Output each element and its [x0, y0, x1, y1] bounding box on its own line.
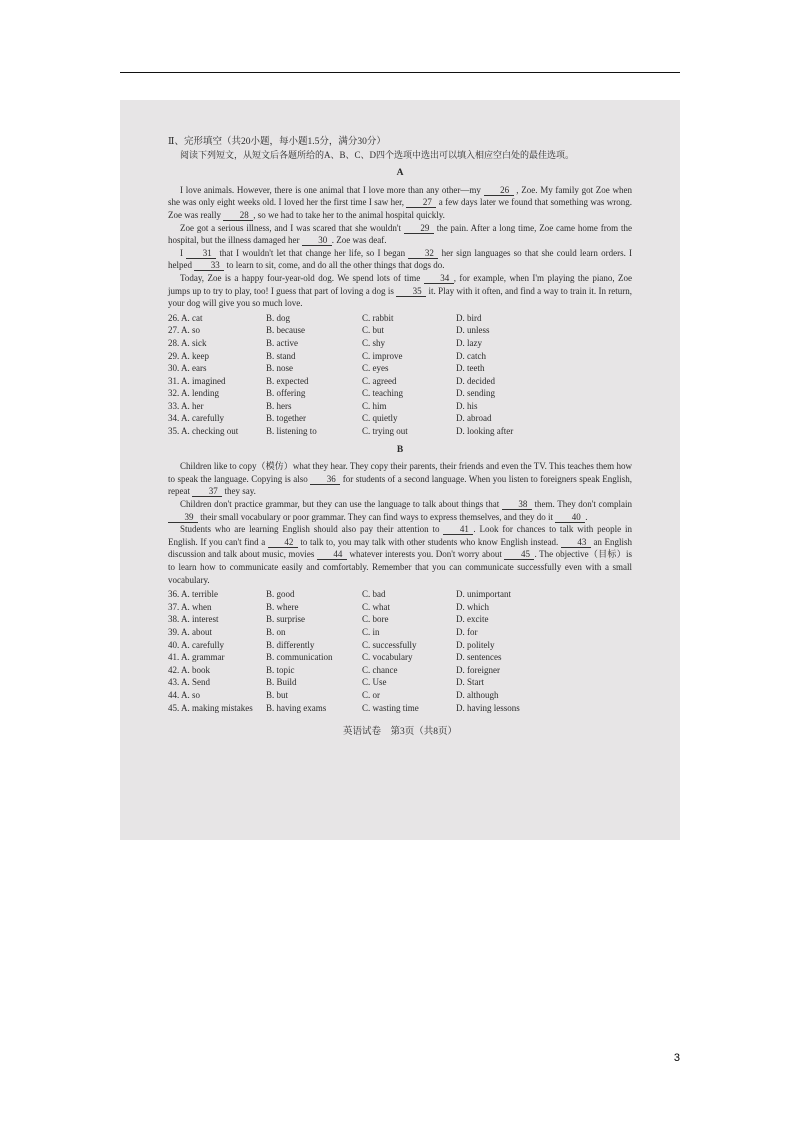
passage-b-label: B	[396, 444, 404, 455]
option-d: D. for	[456, 626, 478, 637]
passage-a-label: A	[396, 168, 404, 179]
option-b: B. together	[266, 413, 306, 424]
blank: 36	[310, 474, 340, 485]
option-b: B. but	[266, 689, 289, 700]
option-b: B. dog	[266, 312, 291, 323]
option-b: B. because	[266, 325, 305, 336]
option-b: B. communication	[266, 652, 333, 663]
scanned-exam-page	[120, 100, 680, 840]
blank: 26	[484, 185, 514, 196]
option-a: A. terrible	[181, 589, 218, 600]
option-a: A. carefully	[181, 639, 224, 650]
option-row	[168, 664, 552, 677]
option-row	[168, 412, 552, 425]
option-d: D. sentences	[456, 652, 502, 663]
question-number: 39.	[168, 626, 180, 637]
option-a: A. about	[181, 626, 213, 637]
question-number: 45.	[168, 702, 180, 713]
option-row	[168, 702, 552, 715]
header-rule	[120, 72, 680, 73]
section-title: Ⅱ、完形填空（共20小题，每小题1.5分，满分30分）	[168, 137, 386, 147]
question-number: 44.	[168, 689, 180, 700]
passage-a-paragraph: I 31 that I wouldn't let that change her life, so I began 32 her sign languages so that she could learn orders. I helped 33 to learn to sit, come, and do all the other things that dogs do.	[168, 247, 633, 271]
option-a: A. making mistakes	[181, 702, 253, 713]
question-number: 43.	[168, 677, 180, 688]
option-row	[168, 588, 552, 601]
question-number: 30.	[168, 363, 180, 374]
option-c: C. vocabulary	[362, 652, 413, 663]
option-row	[168, 689, 552, 702]
passage-a-paragraph: Today, Zoe is a happy four-year-old dog. We spend lots of time 34 , for example, when I'm playing the piano, Zoe jumps up to try to play, too! I guess that part of loving a dog is 35 it. Play with it often, and find a way to train it. In return, your dog will give you so much love.	[168, 272, 633, 309]
option-d: D. unless	[456, 325, 490, 336]
option-d: D. although	[456, 689, 499, 700]
option-c: C. shy	[362, 337, 386, 348]
option-c: C. bore	[362, 614, 389, 625]
option-b: B. good	[266, 589, 295, 600]
option-a: A. imagined	[181, 375, 226, 386]
blank: 32	[408, 248, 438, 259]
option-row	[168, 337, 552, 350]
option-row	[168, 312, 552, 325]
blank: 40	[555, 512, 585, 523]
option-row	[168, 362, 552, 375]
option-c: C. quietly	[362, 413, 398, 424]
option-a: A. sick	[181, 337, 207, 348]
option-d: D. unimportant	[456, 589, 511, 600]
question-number: 40.	[168, 639, 180, 650]
option-a: A. so	[181, 325, 201, 336]
options-table-b	[168, 588, 552, 714]
question-number: 41.	[168, 652, 180, 663]
option-row	[168, 626, 552, 639]
option-d: D. looking after	[456, 426, 514, 437]
blank: 30	[302, 235, 332, 246]
option-a: A. interest	[181, 614, 219, 625]
option-d: D. teeth	[456, 363, 485, 374]
question-number: 28.	[168, 337, 180, 348]
question-number: 35.	[168, 426, 180, 437]
option-b: B. active	[266, 337, 298, 348]
option-c: C. him	[362, 400, 387, 411]
option-d: D. which	[456, 601, 489, 612]
option-c: C. eyes	[362, 363, 389, 374]
blank: 45	[504, 549, 534, 560]
option-b: B. offering	[266, 388, 306, 399]
option-b: B. having exams	[266, 702, 327, 713]
option-b: B. differently	[266, 639, 315, 650]
question-number: 37.	[168, 601, 180, 612]
option-c: C. trying out	[362, 426, 408, 437]
option-c: C. agreed	[362, 375, 397, 386]
option-d: D. Start	[456, 677, 484, 688]
option-a: A. lending	[181, 388, 220, 399]
option-b: B. surprise	[266, 614, 305, 625]
option-row	[168, 676, 552, 689]
question-number: 27.	[168, 325, 180, 336]
passage-a-paragraph: I love animals. However, there is one animal that I love more than any other—my 26 , Zoe. My family got Zoe when she was only eight weeks old. I loved her the first time I saw her, 27 a few days later we found that something was wrong. Zoe was really 28 , so we had to take her to the animal hospital quickly.	[168, 184, 632, 220]
option-b: B. expected	[266, 375, 309, 386]
option-a: A. keep	[181, 350, 210, 361]
option-a: A. checking out	[181, 426, 239, 437]
option-a: A. book	[181, 664, 211, 675]
option-d: D. excite	[456, 614, 489, 625]
option-c: C. improve	[362, 350, 403, 361]
blank: 29	[404, 223, 434, 234]
option-d: D. abroad	[456, 413, 492, 424]
blank: 43	[561, 537, 591, 548]
option-d: D. foreigner	[456, 664, 500, 675]
blank: 44	[317, 549, 347, 560]
option-row	[168, 425, 552, 438]
blank: 34	[424, 273, 454, 284]
passage-b-paragraph: Children don't practice grammar, but they can use the language to talk about things that 38 them. They don't complain 39 their small vocabulary or poor grammar. They can find ways to express themselves, and they do it 40 .	[168, 498, 632, 523]
passage-b-paragraph: Children like to copy（模仿）what they hear. They copy their parents, their friends and even the TV. This teaches them how to speak the language. Copying is also 36 for students of a second language. When you listen to foreigners speak English, repeat 37 they say.	[168, 461, 632, 497]
question-number: 32.	[168, 388, 180, 399]
option-b: B. listening to	[266, 426, 317, 437]
option-a: A. carefully	[181, 413, 224, 424]
option-d: D. having lessons	[456, 702, 520, 713]
option-b: B. nose	[266, 363, 293, 374]
option-d: D. catch	[456, 350, 486, 361]
option-a: A. Send	[181, 677, 211, 688]
option-d: D. decided	[456, 375, 495, 386]
option-b: B. Build	[266, 677, 297, 688]
option-a: A. grammar	[181, 652, 225, 663]
option-a: A. ears	[181, 363, 207, 374]
blank: 37	[192, 486, 222, 497]
option-b: B. hers	[266, 400, 292, 411]
option-c: C. what	[362, 601, 390, 612]
question-number: 26.	[168, 312, 180, 323]
option-c: C. successfully	[362, 639, 417, 650]
option-c: C. or	[362, 689, 380, 700]
option-row	[168, 639, 552, 652]
option-b: B. topic	[266, 664, 295, 675]
option-row	[168, 387, 552, 400]
option-row	[168, 601, 552, 614]
option-a: A. so	[181, 689, 201, 700]
question-number: 38.	[168, 614, 180, 625]
option-c: C. chance	[362, 664, 398, 675]
option-d: D. bird	[456, 312, 482, 323]
option-c: C. but	[362, 325, 385, 336]
blank: 42	[268, 537, 298, 548]
option-a: A. when	[181, 601, 212, 612]
question-number: 42.	[168, 664, 180, 675]
question-number: 36.	[168, 589, 180, 600]
blank: 39	[168, 512, 198, 523]
blank: 31	[186, 248, 216, 259]
question-number: 31.	[168, 375, 180, 386]
question-number: 29.	[168, 350, 180, 361]
option-c: C. bad	[362, 589, 386, 600]
question-number: 33.	[168, 400, 180, 411]
page-footer-label: 英语试卷 第3页（共8页）	[342, 727, 457, 738]
option-d: D. lazy	[456, 337, 482, 348]
option-row	[168, 613, 552, 626]
options-table-a	[168, 312, 552, 438]
option-row	[168, 350, 552, 363]
option-row	[168, 400, 552, 413]
question-number: 34.	[168, 413, 180, 424]
passage-b-paragraph: Students who are learning English should also pay their attention to 41 . Look for chances to talk with people in English. If you can't find a 42 to talk to, you may talk with other students who know English instead. 43 an English discussion and talk about music, movies 44 whatever interests you. Don't worry about 45 . The objective（目标）is to learn how to communicate easily and comfortably. Remember that you can communicate successfully even with a small vocabulary.	[168, 524, 633, 585]
blank: 41	[443, 524, 473, 535]
option-c: C. wasting time	[362, 702, 419, 713]
option-row	[168, 375, 552, 388]
blank: 28	[223, 210, 253, 221]
option-d: D. politely	[456, 639, 495, 650]
option-row	[168, 651, 552, 664]
option-row	[168, 324, 552, 337]
blank: 35	[396, 286, 426, 297]
blank: 38	[502, 499, 532, 510]
blank: 27	[406, 197, 436, 208]
option-d: D. his	[456, 400, 478, 411]
option-b: B. where	[266, 601, 299, 612]
option-c: C. rabbit	[362, 312, 394, 323]
section-instructions: 阅读下列短文，从短文后各题所给的A、B、C、D四个选项中选出可以填入相应空白处的最佳选项。	[180, 149, 575, 160]
page-number: 3	[673, 1052, 680, 1064]
option-a: A. her	[181, 400, 204, 411]
option-d: D. sending	[456, 388, 495, 399]
option-c: C. teaching	[362, 388, 403, 399]
option-a: A. cat	[181, 312, 203, 323]
option-b: B. stand	[266, 350, 296, 361]
option-c: C. in	[362, 626, 380, 637]
blank: 33	[194, 260, 224, 271]
option-b: B. on	[266, 626, 286, 637]
passage-a-paragraph: Zoe got a serious illness, and I was scared that she wouldn't 29 the pain. After a long time, Zoe came home from the hospital, but the illness damaged her 30 . Zoe was deaf.	[168, 222, 633, 246]
option-c: C. Use	[362, 677, 387, 688]
